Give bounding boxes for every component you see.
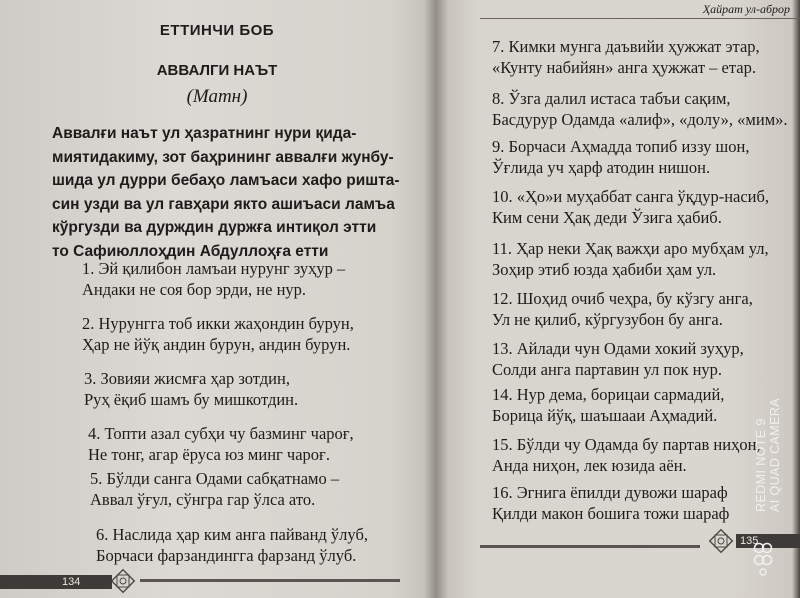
verse-1 bbox=[82, 258, 345, 300]
verse-4 bbox=[88, 423, 354, 465]
footer-bar-left bbox=[0, 575, 112, 589]
verse-line: Не тонг, агар ёруса юз минг чароғ. bbox=[88, 445, 330, 464]
verse-line: Андаки не соя бор эрди, не нур. bbox=[82, 280, 307, 299]
verse-line: Борица йўқ, шаъшааи Аҳмадий. bbox=[492, 406, 718, 425]
intro-line: кўргузди ва дурждин дуржға интиқол этти bbox=[52, 219, 377, 236]
verse-7 bbox=[492, 36, 760, 78]
ornament-icon bbox=[706, 526, 736, 556]
verse-line: Қилди макон бошига тожи шараф bbox=[492, 504, 730, 523]
verse-10 bbox=[492, 186, 769, 228]
verse-line: 13. Айлади чун Одами хокий зуҳур, bbox=[492, 339, 744, 358]
verse-9 bbox=[492, 136, 749, 178]
verse-line: Аввал ўғул, сўнгра гар ўлса ато. bbox=[90, 490, 316, 509]
camera-watermark-line: AI QUAD CAMERA bbox=[768, 398, 782, 512]
verse-5 bbox=[90, 468, 339, 510]
verse-line: «Кунту набийян» анга ҳужжат – етар. bbox=[492, 58, 756, 77]
intro-line: миятидакиму, зот баҳрининг аввалғи жунбу- bbox=[52, 148, 394, 166]
verse-8 bbox=[492, 88, 788, 130]
verse-2 bbox=[82, 313, 354, 355]
verse-line: 12. Шоҳид очиб чеҳра, бу кўзгу анга, bbox=[492, 289, 753, 308]
intro-line: син узди ва ул гавҳари якто ашиъаси ламъа bbox=[52, 195, 395, 213]
section-title: АВВАЛГИ НАЪТ bbox=[156, 62, 278, 79]
verse-line: 15. Бўлди чу Одамда бу партав ниҳон, bbox=[492, 435, 761, 454]
intro-line: то Сафиюллоҳдин Абдуллоҳға етти bbox=[52, 242, 329, 260]
header-rule bbox=[480, 18, 800, 19]
verse-line: 16. Эгнига ёпилди дувожи шараф bbox=[492, 483, 728, 502]
verse-line: Ким сени Ҳақ деди Ўзига ҳабиб. bbox=[492, 208, 722, 227]
camera-watermark-line: REDMI NOTE 9 bbox=[754, 418, 768, 512]
verse-line: 5. Бўлди санга Одами сабқатнамо – bbox=[90, 469, 340, 488]
verse-line: 8. Ўзга далил истаса табъи сақим, bbox=[492, 89, 731, 108]
running-head: Ҳайрат ул-аброр bbox=[702, 2, 790, 16]
verse-line: Басдурур Одамда «алиф», «долу», «мим». bbox=[492, 110, 788, 129]
camera-watermark bbox=[754, 398, 782, 512]
intro-paragraph bbox=[52, 122, 408, 263]
footer-rule-right bbox=[480, 545, 700, 548]
verse-3 bbox=[84, 368, 298, 410]
verse-line: 11. Ҳар неки Ҳақ важҳи аро мубҳам ул, bbox=[492, 239, 769, 258]
page-edge-shadow bbox=[792, 0, 800, 598]
verse-line: Анда ниҳон, лек юзида аён. bbox=[492, 456, 687, 475]
verse-line: 1. Эй қилибон ламъаи нурунг зуҳур – bbox=[82, 259, 346, 278]
verse-line: Борчаси фарзандингга фарзанд ўлуб. bbox=[96, 546, 357, 565]
camera-icon bbox=[752, 540, 774, 580]
section-subtitle: (Матн) bbox=[186, 86, 248, 107]
verse-line: 9. Борчаси Аҳмадда топиб иззу шон, bbox=[492, 137, 750, 156]
page-number-left: 134 bbox=[62, 576, 81, 588]
verse-line: 4. Топти азал субҳи чу базминг чароғ, bbox=[88, 424, 354, 443]
verse-11 bbox=[492, 238, 769, 280]
chapter-title: ЕТТИНЧИ БОБ bbox=[159, 22, 275, 39]
verse-line: Зоҳир этиб юзда ҳабиби ҳам ул. bbox=[492, 260, 717, 279]
verse-line: 7. Кимки мунга даъвийи ҳужжат этар, bbox=[492, 37, 760, 56]
verse-line: 3. Зовияи жисмға ҳар зотдин, bbox=[84, 369, 290, 388]
verse-16 bbox=[492, 482, 729, 524]
verse-12 bbox=[492, 288, 753, 330]
verse-line: 2. Нурунгга тоб икки жаҳондин бурун, bbox=[82, 314, 354, 333]
intro-line: Аввалғи наът ул ҳазратнинг нури қида- bbox=[52, 125, 357, 142]
verse-line: Ҳар не йўқ андин бурун, андин бурун. bbox=[82, 335, 351, 354]
ornament-icon bbox=[108, 566, 138, 596]
footer-rule-left bbox=[140, 579, 400, 582]
verse-line: Руҳ ёқиб шамъ бу мишкотдин. bbox=[84, 390, 299, 409]
verse-15 bbox=[492, 434, 761, 476]
verse-line: 10. «Ҳо»и муҳаббат санга ўқдур-насиб, bbox=[492, 187, 770, 206]
verse-line: 14. Нур дема, борицаи сармадий, bbox=[492, 385, 725, 404]
page-number-right: 135 bbox=[740, 535, 759, 547]
verse-line: Ул не қилиб, кўргузубон бу анга. bbox=[492, 310, 723, 329]
verse-14 bbox=[492, 384, 724, 426]
verse-line: Ўғлида уч ҳарф атодин нишон. bbox=[492, 158, 711, 177]
verse-13 bbox=[492, 338, 744, 380]
verse-line: Солди анга партавин ул пок нур. bbox=[492, 360, 723, 379]
verse-6 bbox=[96, 524, 368, 566]
verse-line: 6. Наслида ҳар ким анга пайванд ўлуб, bbox=[96, 525, 368, 544]
intro-line: шида ул дурри бебаҳо ламъаси хафо ришта- bbox=[52, 172, 400, 189]
